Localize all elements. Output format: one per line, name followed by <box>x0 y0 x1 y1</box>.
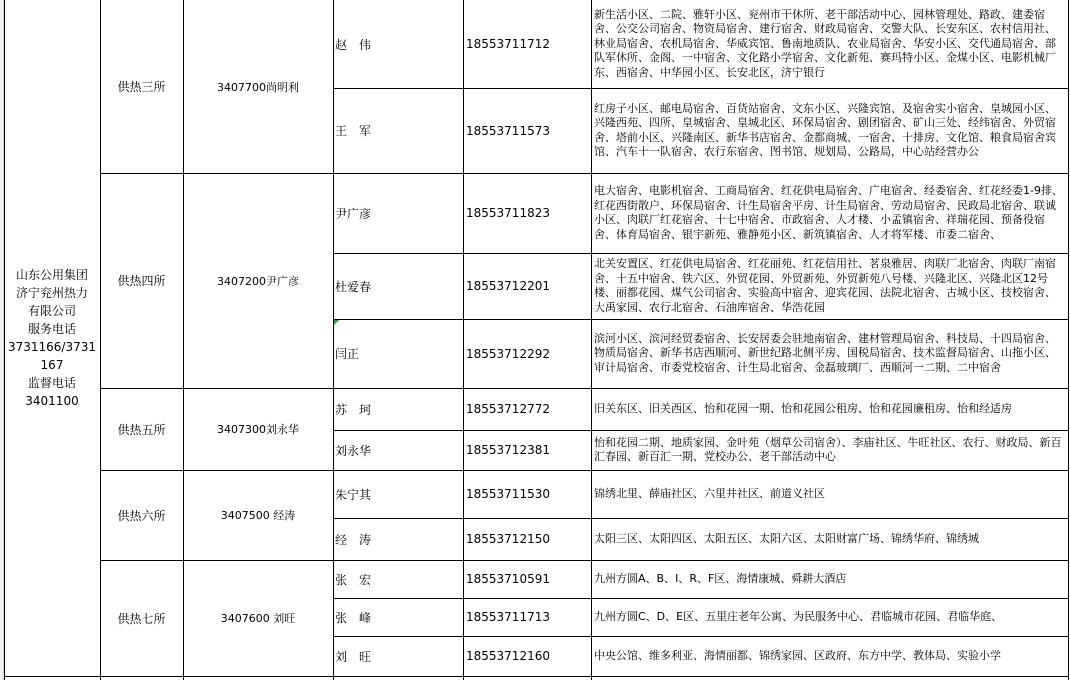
staff-name: 杜爱春 <box>335 279 372 294</box>
service-areas-text: 电大宿舍、电影机宿舍、工商局宿舍、红花供电局宿舍、广电宿舍、经委宿舍、红花经委1-9排、红花西街散户、环保局宿舍、计生局宿舍平房、计生局宿舍、劳动局宿舍、民政局北宿舍、联诚小区、肉联厂红花宿舍、十七中宿舍、市政宿舍、人才楼、小孟镇宿舍、祥瑞花园、预备役宿舍、体育局宿舍、银宇新苑、雅静苑小区、新筑镇宿舍、人才将军楼、市委二宿舍、 <box>594 184 1063 241</box>
staff-phone: 18553712772 <box>466 402 550 416</box>
grid-line <box>4 0 5 680</box>
staff-name: 经 涛 <box>335 532 372 547</box>
company-info-line: 监督电话 <box>27 376 76 390</box>
grid-line <box>333 173 1069 174</box>
staff-name: 朱宁其 <box>335 487 372 502</box>
company-info-line: 服务电话 <box>27 322 76 336</box>
grid-line <box>100 173 333 174</box>
grid-line <box>333 470 1069 471</box>
staff-name: 张 宏 <box>335 572 372 587</box>
station-manager-phone: 3407700尚明利 <box>217 80 299 94</box>
service-areas-text: 红房子小区、邮电局宿舍、百货站宿舍、文东小区、兴隆宾馆、及宿舍实小宿舍、皇城园小区、兴隆西苑、四所、皇城宿舍、皇城北区、环保局宿舍、剧团宿舍、矿山三处、经纬宿舍、外贸宿舍、塔前小区、兴隆南区、新华书店宿舍、金都商城、一宿舍、十排房、文化馆、粮食局宿舍宾馆、汽车十一队宿舍、农行东宿舍、图书馆、规划局、公路局，中心站经营办公 <box>594 101 1056 158</box>
station-name: 供热七所 <box>117 611 166 626</box>
staff-phone: 18553711823 <box>466 206 550 220</box>
staff-phone: 18553711530 <box>466 487 550 501</box>
station-manager-phone: 3407200尹广彦 <box>217 274 299 288</box>
service-areas <box>591 470 1068 518</box>
service-areas <box>591 319 1068 388</box>
grid-line <box>100 0 101 680</box>
service-areas <box>591 88 1068 173</box>
staff-name: 刘永华 <box>335 443 372 458</box>
station-name: 供热五所 <box>117 422 166 437</box>
service-areas-text: 太阳三区、太阳四区、太阳五区、太阳六区、太阳财富广场、锦绣华府、锦绣城 <box>594 531 979 545</box>
grid-line <box>333 0 334 680</box>
grid-line <box>333 430 1069 431</box>
service-areas <box>591 598 1068 636</box>
grid-line <box>1068 0 1069 680</box>
staff-name: 张 峰 <box>335 610 372 625</box>
staff-name: 刘 旺 <box>335 649 372 664</box>
staff-name: 闫正 <box>335 347 360 361</box>
grid-line <box>333 319 1069 320</box>
company-info-line: 山东公用集团 <box>15 268 88 282</box>
company-info-line: 有限公司 <box>27 304 76 318</box>
grid-line <box>333 518 1069 519</box>
staff-phone: 18553711712 <box>466 37 550 51</box>
service-areas <box>591 173 1068 253</box>
service-areas <box>591 560 1068 598</box>
grid-line <box>333 560 1069 561</box>
company-info <box>8 266 96 410</box>
staff-phone: 18553712160 <box>466 649 550 663</box>
service-areas <box>591 253 1068 319</box>
station-name: 供热六所 <box>117 508 166 523</box>
staff-phone: 18553710591 <box>466 572 550 586</box>
staff-name: 尹广彦 <box>335 206 372 221</box>
staff-phone: 18553712201 <box>466 279 550 293</box>
station-manager-phone: 3407500 经涛 <box>220 509 296 522</box>
service-areas <box>591 636 1068 676</box>
staff-phone: 18553712150 <box>466 532 550 546</box>
company-info-line: 167 <box>40 358 64 372</box>
service-areas-text: 旧关东区、旧关西区、怡和花园一期、怡和花园公租房、怡和花园廉租房、怡和经适房 <box>594 401 1012 415</box>
grid-line <box>333 253 1069 254</box>
grid-line <box>4 676 100 677</box>
service-areas <box>591 430 1068 470</box>
service-areas-text: 九州方圆A、B、I、R、F区、海情康城、舜耕大酒店 <box>594 571 847 585</box>
station-manager-phone: 3407600 刘旺 <box>220 612 296 625</box>
grid-line <box>100 560 333 561</box>
service-areas-text: 滨河小区、滨河经贸委宿舍、长安居委会驻地南宿舍、建材管理局宿舍、科技局、十四局宿舍、物质局宿舍、新华书店西顺河、新世纪路北侧平房、国税局宿舍、技术监督局宿舍、山拖小区、审计局宿舍、市委党校宿舍、计生局北宿舍、金磊玻璃厂、西顺河一二期、二中宿舍 <box>594 331 1056 374</box>
service-areas-text: 九州方圆C、D、E区、五里庄老年公寓、为民服务中心、君临城市花园、君临华庭、 <box>594 609 1003 623</box>
grid-line <box>183 0 184 680</box>
grid-line <box>333 388 1069 389</box>
staff-phone: 18553711573 <box>466 123 550 138</box>
service-areas-text: 锦绣北里、薛庙社区、六里井社区、前道义社区 <box>594 486 825 500</box>
grid-line <box>333 88 1069 89</box>
cell-comment-marker-icon <box>334 320 339 325</box>
service-areas-text: 中央公馆、维多利亚、海情丽都、锦绣家园、区政府、东方中学、教体局、实验小学 <box>594 648 1001 662</box>
service-areas <box>591 518 1068 560</box>
grid-line <box>100 470 333 471</box>
company-info-line: 济宁兖州热力 <box>15 286 88 300</box>
grid-line <box>100 676 333 677</box>
staff-phone: 18553712381 <box>466 443 550 457</box>
staff-name: 赵 伟 <box>335 37 372 52</box>
staff-phone: 18553711713 <box>466 610 550 624</box>
grid-line <box>333 676 1069 677</box>
company-info-cell <box>4 0 100 676</box>
service-areas <box>591 388 1068 430</box>
service-areas <box>591 0 1068 88</box>
staff-phone: 18553712292 <box>466 346 550 361</box>
grid-line <box>463 0 464 680</box>
grid-line <box>591 0 592 680</box>
station-name: 供热四所 <box>117 274 166 288</box>
service-areas-text: 新生活小区、二院、雅轩小区、兖州市干休所、老干部活动中心、园林管理处、路政、建委宿舍、公交公司宿舍、物资局宿舍、建行宿舍、财政局宿舍、交警大队、长安东区、农村信用社、林业局宿舍、农机局宿舍、华威宾馆、鲁南地质队、农业局宿舍、华安小区、交代通局宿舍、部队军休所、金阁、一中宿舍、文化路小学宿舍、文化新苑、赛玛特小区、金煤小区、电影机械厂东、西宿舍、中华园小区、长安北区，济宁银行 <box>594 7 1056 79</box>
company-info-line: 3731166/3731 <box>7 340 97 354</box>
grid-line <box>333 598 1069 599</box>
grid-line <box>333 636 1069 637</box>
grid-line <box>100 388 333 389</box>
service-areas-text: 北关安置区、红花供电局宿舍、红花丽苑、红花信用社、茗泉雅居、肉联厂北宿舍、肉联厂南宿舍、十五中宿舍、铁六区、外贸花园、外贸新苑、外贸新苑八号楼、兴隆北区、兴隆北区12号楼、丽都花园、煤气公司宿舍、实验高中宿舍、迎宾花园、法院北宿舍、古城小区、技校宿舍、大禹家园、农行北宿舍、石油库宿舍、华浩花园 <box>594 257 1056 314</box>
station-name: 供热三所 <box>117 80 166 94</box>
staff-name: 苏 珂 <box>335 402 372 417</box>
service-areas-text: 怡和花园二期、地质家园、金叶苑（烟草公司宿舍）、李庙社区、牛旺社区、农行、财政局、新百汇春园、新百汇一期、党校办公、老干部活动中心 <box>594 435 1062 463</box>
company-info-line: 3401100 <box>25 394 79 408</box>
station-manager-phone: 3407300刘永华 <box>217 423 299 436</box>
staff-name: 王 军 <box>335 124 372 138</box>
